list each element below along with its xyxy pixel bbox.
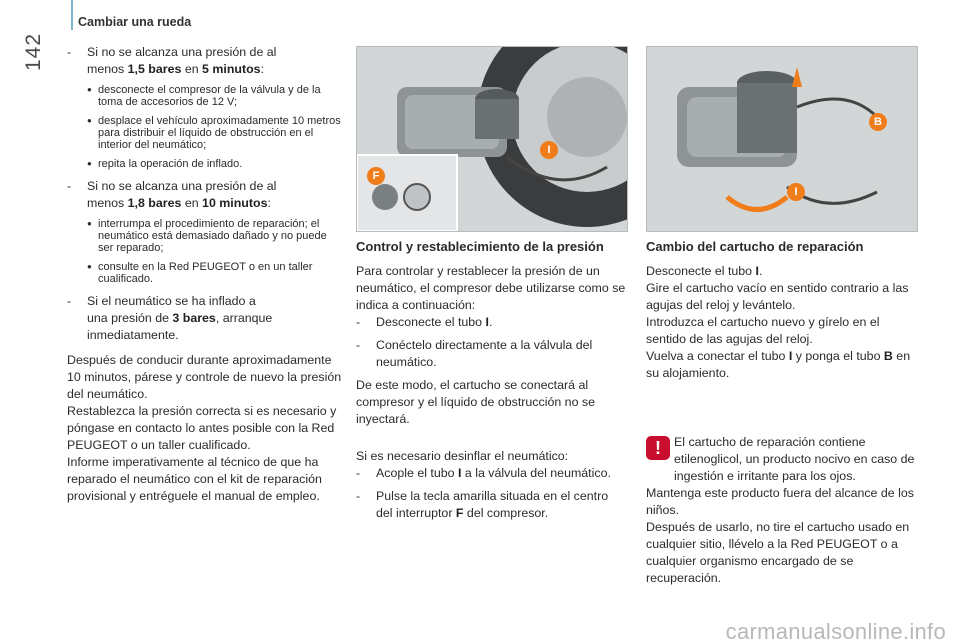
label-tube-i: I (787, 183, 805, 201)
list-item: ● desplace el vehículo aproximadamente 10 metros para distribuir el líquido de obstrucción en el interior del neumático; (87, 115, 345, 151)
paragraph: De este modo, el cartucho se conectará al compresor y el líquido de obstrucción no se inyectará. (356, 378, 595, 426)
bullet-list-2 (87, 218, 345, 285)
list-item: ● interrumpa el procedimiento de reparación; el neumático está demasiado dañado y no puede ser reparado; (87, 218, 345, 254)
page-number: 142 (22, 32, 45, 72)
instruction-line: Gire el cartucho vacío en sentido contrario a las agujas del reloj y levántelo. (646, 281, 909, 312)
column-left (67, 44, 345, 505)
column-middle (356, 240, 626, 528)
label-tube-b: B (869, 113, 887, 131)
cartridge-change-illustration (646, 46, 918, 232)
condition-item-3: - Si el neumático se ha inflado a una presión de 3 bares, arranque inmediatamente. (67, 294, 273, 342)
watermark: carmanualsonline.info (725, 619, 946, 644)
step-item: - Pulse la tecla amarilla situada en el centro del interruptor F del compresor. (356, 489, 609, 520)
warning-icon: ! (646, 436, 670, 460)
warning-box (646, 434, 916, 587)
step-item: - Desconecte el tubo I. (356, 315, 493, 329)
illustration-svg (357, 47, 627, 231)
step-item: - Acople el tubo I a la válvula del neumático. (356, 466, 611, 480)
paragraph: Restablezca la presión correcta si es necesario y póngase en contacto lo antes posible con la Red PEUGEOT o un taller cualificado. (67, 404, 337, 452)
paragraph: Informe imperativamente al técnico de que ha reparado el neumático con el kit de reparación provisional y entréguele el manual de empleo. (67, 455, 322, 503)
section-heading: Cambio del cartucho de reparación (646, 239, 864, 254)
bullet-list-1 (87, 84, 345, 170)
list-item: ● repita la operación de inflado. (87, 158, 345, 170)
list-item: ● consulte en la Red PEUGEOT o en un taller cualificado. (87, 261, 345, 285)
label-tube-i: I (540, 141, 558, 159)
list-item: ● desconecte el compresor de la válvula y de la toma de accesorios de 12 V; (87, 84, 345, 108)
warning-text: Mantenga este producto fuera del alcance de los niños. (646, 486, 914, 517)
warning-text: Después de usarlo, no tire el cartucho usado en cualquier sitio, llévelo a la Red PEUGEOT o a cualquier organismo encargado de se recuperación. (646, 520, 910, 585)
instruction-line: Introduzca el cartucho nuevo y gírelo en el sentido de las agujas del reloj. (646, 315, 880, 346)
paragraph: Si es necesario desinflar el neumático: (356, 449, 569, 463)
paragraph: Para controlar y restablecer la presión de un neumático, el compresor debe utilizarse como se indica a continuación: (356, 264, 626, 312)
label-switch-f: F (367, 167, 385, 185)
condition-item-2: - Si no se alcanza una presión de al menos 1,8 bares en 10 minutos: (67, 179, 277, 210)
paragraph: Después de conducir durante aproximadamente 10 minutos, párese y controle de nuevo la presión del neumático. (67, 353, 342, 401)
compressor-wheel-illustration (356, 46, 628, 232)
column-right (646, 240, 916, 587)
margin-accent-bar (71, 0, 73, 30)
condition-item-1: - Si no se alcanza una presión de al menos 1,5 bares en 5 minutos: (67, 45, 277, 76)
section-heading: Control y restablecimiento de la presión (356, 239, 604, 254)
warning-text: El cartucho de reparación contiene etilenoglicol, un producto nocivo en caso de ingestión e irritante para los ojos. (674, 435, 915, 483)
step-item: - Conéctelo directamente a la válvula del neumático. (356, 338, 593, 369)
instruction-line: Desconecte el tubo I. (646, 264, 763, 278)
section-title: Cambiar una rueda (78, 15, 192, 29)
illustration-svg (647, 47, 917, 231)
instruction-line: Vuelva a conectar el tubo I y ponga el tubo B en su alojamiento. (646, 349, 911, 380)
